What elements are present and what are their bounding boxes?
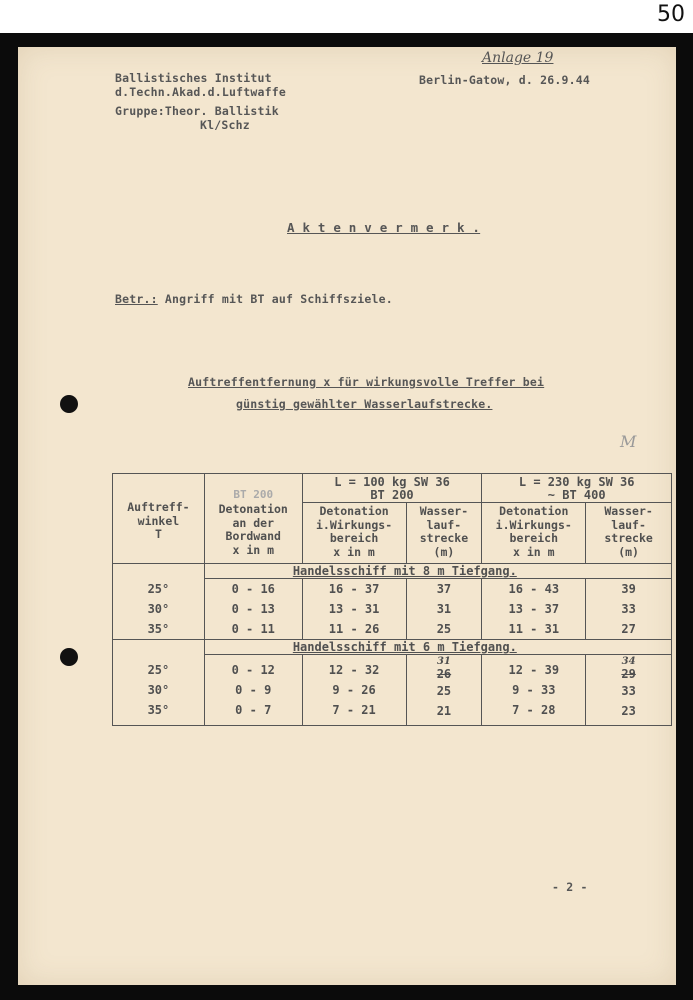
water2-values: 33 23 bbox=[621, 684, 636, 718]
group-line: Gruppe:Theor. Ballistik bbox=[115, 104, 279, 118]
margin-mark: M bbox=[620, 432, 637, 451]
institute-line2: d.Techn.Akad.d.Luftwaffe bbox=[115, 85, 286, 99]
table-row bbox=[113, 655, 672, 726]
subject-label: Betr.: bbox=[115, 292, 158, 306]
water1-correction: 31 bbox=[436, 656, 451, 667]
document-title: A k t e n v e r m e r k . bbox=[287, 220, 481, 235]
section-title-row bbox=[113, 564, 672, 579]
annotation-anlage: Anlage 19 bbox=[482, 50, 554, 66]
section1-title: Handelsschiff mit 8 m Tiefgang. bbox=[204, 564, 671, 579]
section-spacer bbox=[113, 640, 205, 655]
section1-range2: 16 - 43 13 - 37 11 - 31 bbox=[482, 579, 586, 640]
table-title-line1: Auftreffentfernung x für wirkungsvolle Treffer bei bbox=[188, 375, 545, 389]
section2-range1: 12 - 32 9 - 26 7 - 21 bbox=[302, 655, 406, 726]
reference-code: Kl/Schz bbox=[200, 118, 250, 132]
section1-wall: 0 - 16 0 - 13 0 - 11 bbox=[204, 579, 302, 640]
punch-hole-bottom bbox=[60, 648, 78, 666]
group1-sub: BT 200 bbox=[370, 488, 414, 502]
water2-correction: 34 bbox=[621, 656, 636, 667]
water1-struck-value: 26 bbox=[436, 667, 452, 681]
water1-values: 25 21 bbox=[436, 684, 452, 718]
section2-angles: 25° 30° 35° bbox=[113, 655, 205, 726]
col-header-range1: Detonation i.Wirkungs- bereich x in m bbox=[302, 503, 406, 564]
institute-line1: Ballistisches Institut bbox=[115, 71, 272, 85]
table-title-line2: günstig gewählter Wasserlaufstrecke. bbox=[236, 397, 493, 411]
section1-water2: 39 33 27 bbox=[586, 579, 672, 640]
group-header-row bbox=[113, 474, 672, 503]
place-date: Berlin-Gatow, d. 26.9.44 bbox=[419, 73, 590, 87]
col-header-water1: Wasser- lauf- strecke (m) bbox=[406, 503, 482, 564]
col-header-water2: Wasser- lauf- strecke (m) bbox=[586, 503, 672, 564]
results-table bbox=[112, 473, 672, 726]
section2-wall: 0 - 12 0 - 9 0 - 7 bbox=[204, 655, 302, 726]
col-header-wall-label: Detonation an der Bordwand x in m bbox=[218, 502, 288, 557]
col-header-angle: Auftreff- winkel T bbox=[113, 474, 205, 564]
group2-sub: ~ BT 400 bbox=[547, 488, 606, 502]
ghost-text: BT 200 bbox=[233, 487, 274, 501]
section2-range2: 12 - 39 9 - 33 7 - 28 bbox=[482, 655, 586, 726]
subject-line bbox=[115, 292, 393, 306]
group2-header bbox=[482, 474, 672, 503]
subject-text: Angriff mit BT auf Schiffsziele. bbox=[164, 292, 393, 306]
section-spacer bbox=[113, 564, 205, 579]
section2-title: Handelsschiff mit 6 m Tiefgang. bbox=[204, 640, 671, 655]
group2-label: L = 230 kg SW 36 bbox=[518, 475, 635, 489]
punch-hole-top bbox=[60, 395, 78, 413]
section-title-row bbox=[113, 640, 672, 655]
section2-water2 bbox=[586, 655, 672, 726]
col-header-wall bbox=[204, 474, 302, 564]
table-row bbox=[113, 579, 672, 640]
section2-water1 bbox=[406, 655, 482, 726]
water2-struck-value: 29 bbox=[621, 667, 636, 681]
section1-range1: 16 - 37 13 - 31 11 - 26 bbox=[302, 579, 406, 640]
footer-page-number: - 2 - bbox=[552, 880, 588, 894]
section1-angles: 25° 30° 35° bbox=[113, 579, 205, 640]
section1-water1: 37 31 25 bbox=[406, 579, 482, 640]
group1-label: L = 100 kg SW 36 bbox=[334, 475, 450, 489]
group1-header bbox=[302, 474, 482, 503]
col-header-range2: Detonation i.Wirkungs- bereich x in m bbox=[482, 503, 586, 564]
page-number: 50 bbox=[657, 2, 685, 27]
